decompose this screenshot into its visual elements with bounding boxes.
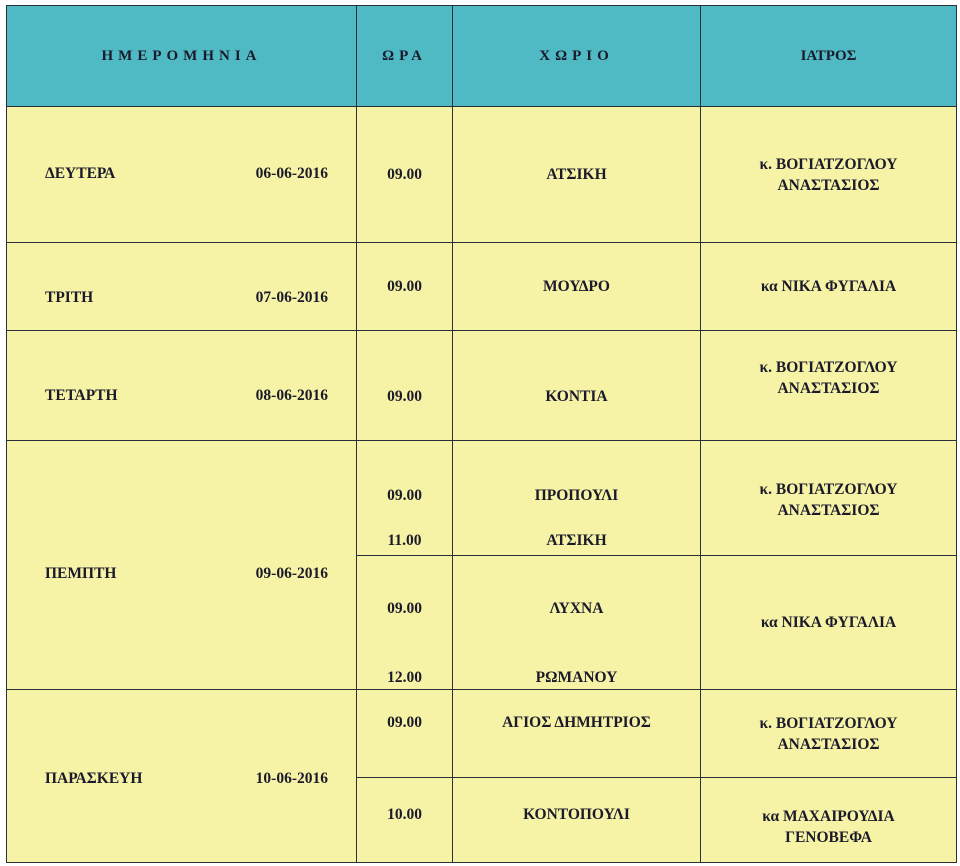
village-cell: ΑΤΣΙΚΗ (453, 107, 701, 243)
doctor-name-2: ΑΝΑΣΤΑΣΙΟΣ (777, 502, 880, 519)
table-row (7, 331, 957, 441)
doctor-cell (701, 556, 957, 690)
schedule-sheet (6, 5, 956, 859)
date-cell (7, 690, 357, 863)
doctor-name: κα ΝΙΚΑ ΦΥΓΑΛΙΑ (760, 278, 897, 295)
time-cell: 10.00 (357, 778, 453, 863)
schedule-table (6, 5, 957, 863)
date-cell (7, 243, 357, 331)
table-row (7, 441, 957, 556)
village-cell: ΚΟΝΤΙΑ (453, 331, 701, 441)
date-cell (7, 107, 357, 243)
table-row (7, 690, 957, 778)
header-doctor: ΙΑΤΡΟΣ (701, 6, 957, 107)
village-cell: ΚΟΝΤΟΠΟΥΛΙ (453, 778, 701, 863)
time-cell: 09.00 (357, 107, 453, 243)
date-value: 07-06-2016 (255, 289, 328, 306)
time-cell: 09.00 (357, 243, 453, 331)
table-row (7, 243, 957, 331)
doctor-cell (701, 778, 957, 863)
header-village: ΧΩΡΙΟ (453, 6, 701, 107)
doctor-name-2: ΓΕΝΟΒΕΦΑ (785, 829, 872, 846)
time-value: 09.00 (387, 600, 422, 617)
time-cell: 09.00 (357, 690, 453, 778)
header-date: ΗΜΕΡΟΜΗΝΙΑ (7, 6, 357, 107)
table-row (7, 107, 957, 243)
time-cell (357, 556, 453, 690)
doctor-name: κ. ΒΟΓΙΑΤΖΟΓΛΟΥ (759, 714, 898, 732)
date-cell (7, 441, 357, 690)
day-name: ΠΕΜΠΤΗ (45, 565, 117, 582)
doctor-name: κ. ΒΟΓΙΑΤΖΟΓΛΟΥ (759, 155, 898, 173)
day-name: ΤΡΙΤΗ (45, 289, 94, 306)
doctor-name: κ. ΒΟΓΙΑΤΖΟΓΛΟΥ (759, 481, 898, 498)
header-time: ΩΡΑ (357, 6, 453, 107)
date-value: 08-06-2016 (255, 387, 328, 404)
time-cell (357, 441, 453, 556)
village-value: ΑΤΣΙΚΗ (546, 532, 607, 549)
day-name: ΔΕΥΤΕΡΑ (45, 165, 116, 182)
date-value: 09-06-2016 (255, 565, 328, 582)
time-value: 12.00 (387, 669, 422, 686)
village-value: ΛΥΧΝΑ (549, 600, 604, 617)
village-value: ΡΩΜΑΝΟΥ (535, 669, 618, 686)
time-value: 09.00 (387, 487, 422, 504)
day-name: ΤΕΤΑΡΤΗ (45, 387, 118, 404)
doctor-cell (701, 243, 957, 331)
doctor-cell (701, 441, 957, 556)
doctor-name-2: ΑΝΑΣΤΑΣΙΟΣ (777, 735, 880, 753)
doctor-name: κ. ΒΟΓΙΑΤΖΟΓΛΟΥ (759, 359, 898, 376)
village-cell: ΑΓΙΟΣ ΔΗΜΗΤΡΙΟΣ (453, 690, 701, 778)
date-value: 10-06-2016 (255, 770, 328, 787)
time-value: 11.00 (387, 532, 422, 549)
doctor-cell (701, 690, 957, 778)
header-row (7, 6, 957, 107)
doctor-name-2: ΑΝΑΣΤΑΣΙΟΣ (777, 176, 880, 194)
doctor-cell (701, 107, 957, 243)
doctor-cell (701, 331, 957, 441)
village-value: ΠΡΟΠΟΥΛΙ (534, 487, 619, 504)
date-cell (7, 331, 357, 441)
date-value: 06-06-2016 (255, 165, 328, 182)
time-cell: 09.00 (357, 331, 453, 441)
doctor-name-2: ΑΝΑΣΤΑΣΙΟΣ (777, 380, 880, 397)
village-cell (453, 556, 701, 690)
village-cell (453, 441, 701, 556)
day-name: ΠΑΡΑΣΚΕΥΗ (45, 770, 143, 787)
doctor-name: κα ΝΙΚΑ ΦΥΓΑΛΙΑ (760, 614, 897, 631)
doctor-name: κα ΜΑΧΑΙΡΟΥΔΙΑ (762, 808, 895, 825)
village-cell: ΜΟΥΔΡΟ (453, 243, 701, 331)
